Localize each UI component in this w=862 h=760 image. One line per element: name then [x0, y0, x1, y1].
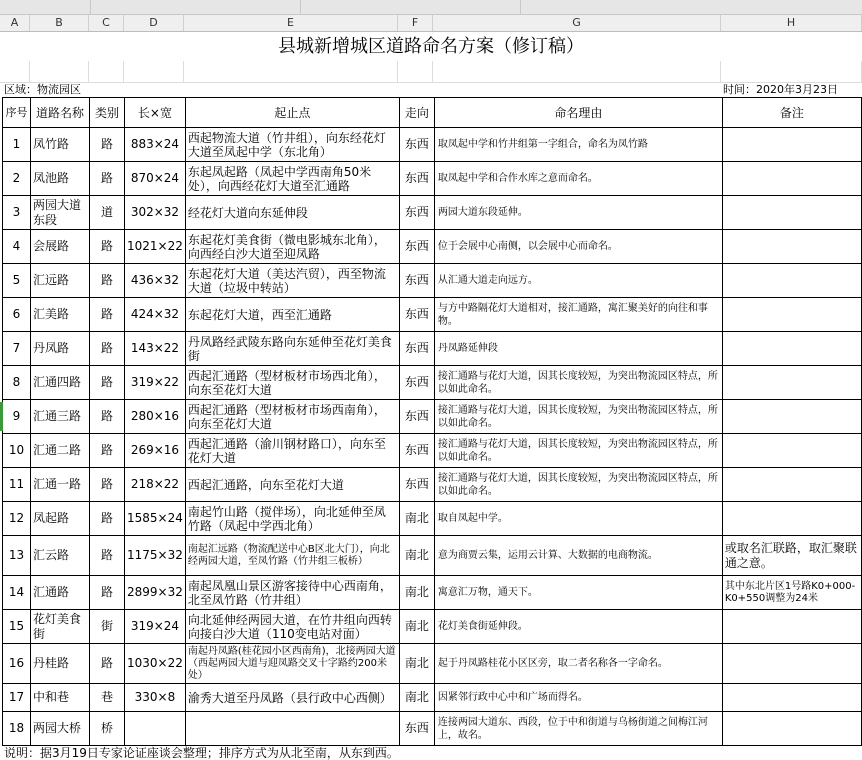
blank-row	[0, 61, 862, 83]
cell-reason[interactable]: 意为商贾云集，运用云计算、大数据的电商物流。	[434, 536, 722, 576]
cell-direction[interactable]: 东西	[399, 264, 434, 298]
cell-seq[interactable]: 14	[3, 576, 31, 610]
cell-type[interactable]: 路	[90, 536, 125, 576]
column-header-F[interactable]: F	[398, 15, 433, 31]
cell-reason[interactable]: 位于会展中心南侧，以会展中心而命名。	[434, 230, 722, 264]
cell-seq[interactable]: 13	[3, 536, 31, 576]
table-row	[3, 366, 862, 400]
cell-size[interactable]: 1175×32	[125, 536, 186, 576]
cell-size[interactable]: 1021×22	[125, 230, 186, 264]
table-row	[3, 468, 862, 502]
cell-name[interactable]: 会展路	[31, 230, 90, 264]
header-seq[interactable]: 序号	[3, 98, 31, 128]
cell-direction[interactable]: 东西	[399, 162, 434, 196]
table-row	[3, 536, 862, 576]
cell-type[interactable]: 路	[90, 400, 125, 434]
cell-direction[interactable]: 东西	[399, 230, 434, 264]
cell-reason[interactable]: 两园大道东段延伸。	[434, 196, 722, 230]
cell-direction[interactable]: 东西	[399, 400, 434, 434]
column-header-G[interactable]: G	[433, 15, 721, 31]
cell-type[interactable]: 路	[90, 264, 125, 298]
header-name[interactable]: 道路名称	[31, 98, 90, 128]
cell-direction[interactable]: 东西	[399, 332, 434, 366]
cell-name[interactable]: 汇美路	[31, 298, 90, 332]
cell-name[interactable]: 汇云路	[31, 536, 90, 576]
cell-reason[interactable]: 花灯美食街延伸段。	[434, 610, 722, 644]
cell-route[interactable]: 西起汇通路（型材板材市场西北角），向东至花灯大道	[185, 366, 399, 400]
table-row	[3, 502, 862, 536]
cell-reason[interactable]: 取凤起中学和合作水库之意而命名。	[434, 162, 722, 196]
cell-note[interactable]: 其中东北片区1号路K0+000-K0+550调整为24米	[722, 576, 861, 610]
cell-note[interactable]	[722, 162, 861, 196]
active-row-marker	[0, 402, 3, 431]
sheet-title[interactable]: 县城新增城区道路命名方案（修订稿）	[278, 36, 584, 57]
table-row	[3, 610, 862, 644]
cell-note[interactable]	[722, 298, 861, 332]
table-header-row	[3, 98, 862, 128]
cell-note[interactable]	[722, 332, 861, 366]
cell-seq[interactable]: 11	[3, 468, 31, 502]
cell-reason[interactable]: 因紧邻行政中心中和广场而得名。	[434, 684, 722, 712]
cell-type[interactable]: 路	[90, 644, 125, 684]
cell-seq[interactable]: 9	[3, 400, 31, 434]
cell-note[interactable]	[722, 400, 861, 434]
cell-size[interactable]: 218×22	[125, 468, 186, 502]
cell-size[interactable]: 436×32	[125, 264, 186, 298]
cell-note[interactable]	[722, 684, 861, 712]
column-header-row	[0, 15, 862, 32]
cell-type[interactable]: 路	[90, 128, 125, 162]
header-note[interactable]: 备注	[722, 98, 861, 128]
cell-route[interactable]: 经花灯大道向东延伸段	[185, 196, 399, 230]
cell-route[interactable]: 南起汇远路（物流配送中心B区北大门），向北经两园大道，至凤竹路（竹井组三板桥）	[185, 536, 399, 576]
cell-name[interactable]: 两园大桥	[31, 712, 90, 746]
cell-route[interactable]: 东起花灯大道，西至汇通路	[185, 298, 399, 332]
cell-route[interactable]: 向北延伸经两园大道，在竹井组向西转向接白沙大道（110变电站对面）	[185, 610, 399, 644]
column-header-E[interactable]: E	[184, 15, 398, 31]
cell-route[interactable]: 西起汇通路（型材板材市场西南角），向东至花灯大道	[185, 400, 399, 434]
cell-type[interactable]: 路	[90, 502, 125, 536]
cell-seq[interactable]: 3	[3, 196, 31, 230]
area-label[interactable]: 区域：物流园区	[4, 83, 81, 96]
header-reason[interactable]: 命名理由	[434, 98, 722, 128]
cell-seq[interactable]: 17	[3, 684, 31, 712]
cell-direction[interactable]: 东西	[399, 128, 434, 162]
table-row	[3, 264, 862, 298]
cell-route[interactable]: 东起凤起路（凤起中学西南角50米处），向西经花灯大道至汇通路	[185, 162, 399, 196]
cell-name[interactable]: 凤起路	[31, 502, 90, 536]
cell-note[interactable]	[722, 264, 861, 298]
table-row	[3, 576, 862, 610]
table-row	[3, 162, 862, 196]
header-direction[interactable]: 走向	[399, 98, 434, 128]
cell-route[interactable]: 东起花灯美食街（微电影城东北角），向西经白沙大道至迎凤路	[185, 230, 399, 264]
cell-reason[interactable]: 从汇通大道走向远方。	[434, 264, 722, 298]
column-header-B[interactable]: B	[30, 15, 89, 31]
cell-direction[interactable]: 南北	[399, 536, 434, 576]
cell-reason[interactable]: 与方中路隔花灯大道相对，接汇通路，寓汇聚美好的向往和事物。	[434, 298, 722, 332]
table-row	[3, 230, 862, 264]
cell-name[interactable]: 花灯美食街	[31, 610, 90, 644]
cell-seq[interactable]: 1	[3, 128, 31, 162]
table-row	[3, 332, 862, 366]
cell-name[interactable]: 汇通四路	[31, 366, 90, 400]
cell-direction[interactable]: 南北	[399, 684, 434, 712]
column-header-D[interactable]: D	[124, 15, 184, 31]
cell-seq[interactable]: 2	[3, 162, 31, 196]
cell-size[interactable]: 424×32	[125, 298, 186, 332]
table-row	[3, 712, 862, 746]
cell-route[interactable]: 渝秀大道至丹凤路（县行政中心西侧）	[185, 684, 399, 712]
cell-reason[interactable]: 取自凤起中学。	[434, 502, 722, 536]
cell-size[interactable]: 330×8	[125, 684, 186, 712]
cell-size[interactable]: 269×16	[125, 434, 186, 468]
cell-route[interactable]: 南起丹凤路(桂花园小区西南角)，北接两园大道（西起两园大道与迎凤路交叉十字路约200米处）	[185, 644, 399, 684]
cell-type[interactable]: 路	[90, 332, 125, 366]
table-row	[3, 644, 862, 684]
cell-reason[interactable]: 接汇通路与花灯大道，因其长度较短，为突出物流园区特点，所以如此命名。	[434, 366, 722, 400]
cell-size[interactable]: 1030×22	[125, 644, 186, 684]
cell-size[interactable]: 870×24	[125, 162, 186, 196]
cell-seq[interactable]: 10	[3, 434, 31, 468]
cell-reason[interactable]: 接汇通路与花灯大道，因其长度较短，为突出物流园区特点，所以如此命名。	[434, 468, 722, 502]
cell-seq[interactable]: 6	[3, 298, 31, 332]
cell-note[interactable]	[722, 712, 861, 746]
cell-seq[interactable]: 12	[3, 502, 31, 536]
cell-size[interactable]	[125, 712, 186, 746]
cell-size[interactable]: 1585×24	[125, 502, 186, 536]
footer-note[interactable]: 说明：据3月19日专家论证座谈会整理；排序方式为从北至南，从东到西。	[4, 746, 399, 760]
table-row	[3, 684, 862, 712]
cell-size[interactable]: 319×24	[125, 610, 186, 644]
cell-note[interactable]	[722, 366, 861, 400]
cell-type[interactable]: 路	[90, 298, 125, 332]
cell-note[interactable]	[722, 434, 861, 468]
cell-size[interactable]: 883×24	[125, 128, 186, 162]
cell-direction[interactable]: 南北	[399, 610, 434, 644]
cell-name[interactable]: 汇通路	[31, 576, 90, 610]
cell-name[interactable]: 汇远路	[31, 264, 90, 298]
cell-seq[interactable]: 4	[3, 230, 31, 264]
cell-reason[interactable]: 取凤起中学和竹井组第一字组合，命名为凤竹路	[434, 128, 722, 162]
cell-direction[interactable]: 东西	[399, 434, 434, 468]
header-size[interactable]: 长×宽	[125, 98, 186, 128]
cell-note[interactable]: 或取名汇联路，取汇聚联通之意。	[722, 536, 861, 576]
cell-note[interactable]	[722, 468, 861, 502]
cell-reason[interactable]: 起于丹凤路桂花小区区旁，取二者名称各一字命名。	[434, 644, 722, 684]
cell-reason[interactable]: 接汇通路与花灯大道，因其长度较短，为突出物流园区特点，所以如此命名。	[434, 434, 722, 468]
cell-route[interactable]: 西起物流大道（竹井组），向东经花灯大道至凤起中学（东北角）	[185, 128, 399, 162]
cell-type[interactable]: 路	[90, 468, 125, 502]
cell-size[interactable]: 2899×32	[125, 576, 186, 610]
cell-note[interactable]	[722, 128, 861, 162]
cell-size[interactable]: 280×16	[125, 400, 186, 434]
cell-direction[interactable]: 南北	[399, 502, 434, 536]
cell-direction[interactable]: 东西	[399, 196, 434, 230]
cell-note[interactable]	[722, 502, 861, 536]
table-row	[3, 298, 862, 332]
table-row	[3, 128, 862, 162]
table-row	[3, 196, 862, 230]
cell-direction[interactable]: 东西	[399, 468, 434, 502]
cell-direction[interactable]: 南北	[399, 644, 434, 684]
cell-name[interactable]: 中和巷	[31, 684, 90, 712]
cell-seq[interactable]: 8	[3, 366, 31, 400]
cell-route[interactable]: 西起汇通路，向东至花灯大道	[185, 468, 399, 502]
cell-reason[interactable]: 寓意汇万物，通天下。	[434, 576, 722, 610]
column-header-A[interactable]: A	[0, 15, 30, 31]
cell-type[interactable]: 街	[90, 610, 125, 644]
cell-route[interactable]: 东起花灯大道（美达汽贸），西至物流大道（垃圾中转站）	[185, 264, 399, 298]
cell-reason[interactable]: 接汇通路与花灯大道，因其长度较短，为突出物流园区特点，所以如此命名。	[434, 400, 722, 434]
cell-route[interactable]	[185, 712, 399, 746]
cell-type[interactable]: 路	[90, 162, 125, 196]
cell-name[interactable]: 丹凤路	[31, 332, 90, 366]
cell-name[interactable]: 汇通三路	[31, 400, 90, 434]
cell-route[interactable]: 南起凤凰山景区游客接待中心西南角，北至凤竹路（竹井组）	[185, 576, 399, 610]
cell-seq[interactable]: 16	[3, 644, 31, 684]
cell-reason[interactable]: 丹凤路延伸段	[434, 332, 722, 366]
cell-name[interactable]: 汇通二路	[31, 434, 90, 468]
column-header-C[interactable]: C	[89, 15, 124, 31]
cell-direction[interactable]: 东西	[399, 298, 434, 332]
cell-note[interactable]	[722, 196, 861, 230]
cell-note[interactable]	[722, 610, 861, 644]
cell-seq[interactable]: 15	[3, 610, 31, 644]
cell-reason[interactable]: 连接两园大道东、西段，位于中和街道与乌杨街道之间梅江河上，故名。	[434, 712, 722, 746]
cell-size[interactable]: 302×32	[125, 196, 186, 230]
table-row	[3, 434, 862, 468]
cell-size[interactable]: 143×22	[125, 332, 186, 366]
cell-direction[interactable]: 南北	[399, 576, 434, 610]
header-route[interactable]: 起止点	[185, 98, 399, 128]
naming-table	[2, 97, 862, 746]
cell-direction[interactable]: 东西	[399, 712, 434, 746]
cell-name[interactable]: 汇通一路	[31, 468, 90, 502]
cell-type[interactable]: 桥	[90, 712, 125, 746]
cell-seq[interactable]: 7	[3, 332, 31, 366]
cell-note[interactable]	[722, 644, 861, 684]
cell-name[interactable]: 凤池路	[31, 162, 90, 196]
cell-type[interactable]: 路	[90, 434, 125, 468]
date-label[interactable]: 时间：2020年3月23日	[723, 83, 838, 96]
cell-seq[interactable]: 18	[3, 712, 31, 746]
cell-direction[interactable]: 东西	[399, 366, 434, 400]
table-row	[3, 400, 862, 434]
header-type[interactable]: 类别	[90, 98, 125, 128]
cell-type[interactable]: 路	[90, 366, 125, 400]
column-header-H[interactable]: H	[721, 15, 862, 31]
cell-type[interactable]: 路	[90, 230, 125, 264]
cell-route[interactable]: 丹凤路经武陵东路向东延伸至花灯美食街	[185, 332, 399, 366]
cell-route[interactable]: 西起汇通路（渝川钢材路口），向东至花灯大道	[185, 434, 399, 468]
cell-name[interactable]: 两园大道东段	[31, 196, 90, 230]
cell-route[interactable]: 南起竹山路（搅伴场），向北延伸至凤竹路（凤起中学西北角）	[185, 502, 399, 536]
cell-note[interactable]	[722, 230, 861, 264]
cell-name[interactable]: 凤竹路	[31, 128, 90, 162]
cell-seq[interactable]: 5	[3, 264, 31, 298]
cell-type[interactable]: 巷	[90, 684, 125, 712]
cell-size[interactable]: 319×22	[125, 366, 186, 400]
toolbar-strip	[0, 0, 862, 15]
cell-type[interactable]: 道	[90, 196, 125, 230]
cell-name[interactable]: 丹桂路	[31, 644, 90, 684]
cell-type[interactable]: 路	[90, 576, 125, 610]
